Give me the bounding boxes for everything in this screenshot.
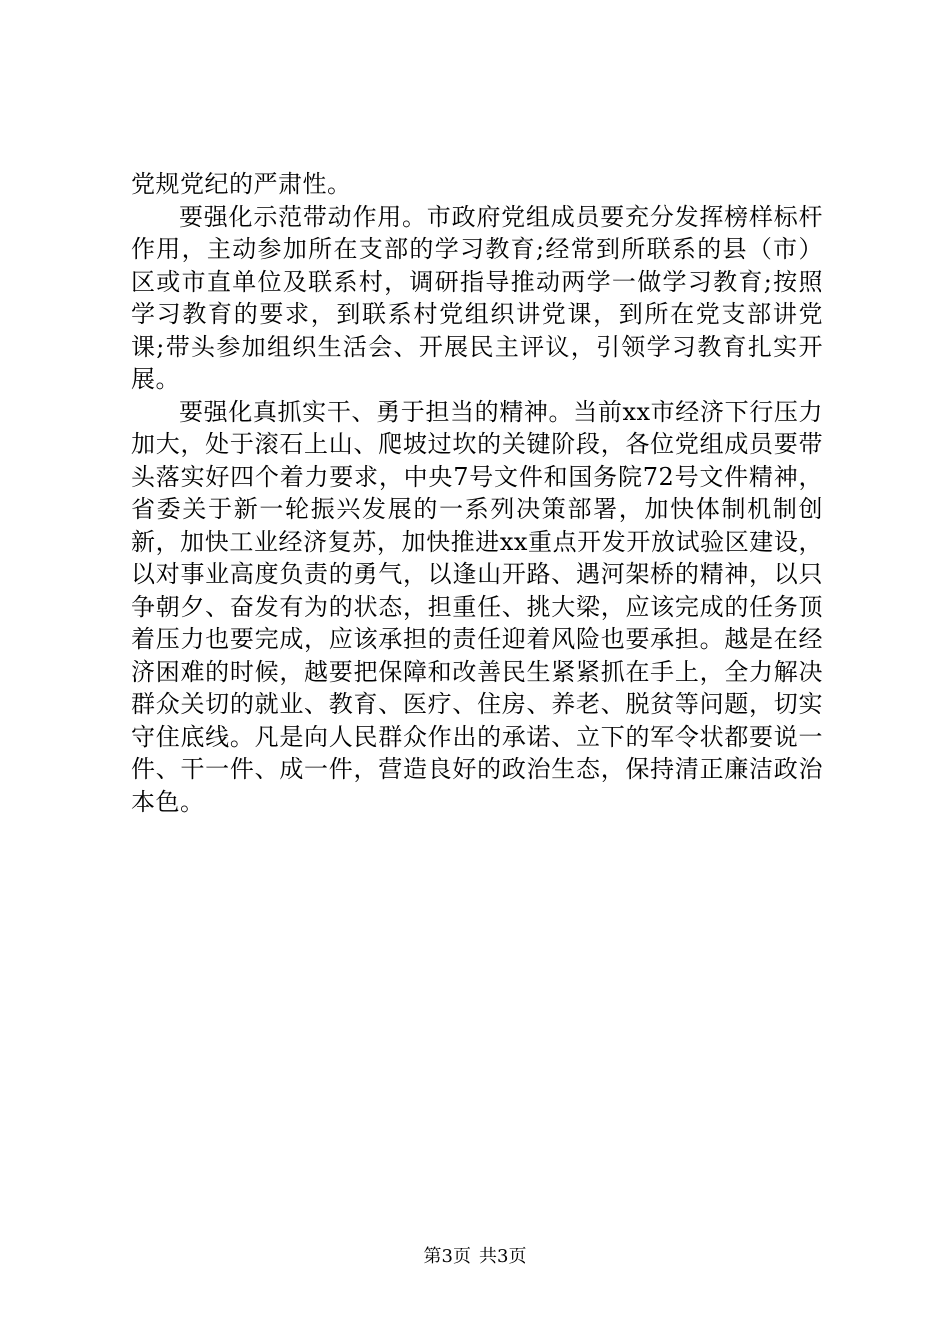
page-number-total: 共3页 xyxy=(479,1246,527,1267)
page-footer xyxy=(0,1246,950,1268)
document-body xyxy=(131,168,823,818)
paragraph-demonstration: 要强化示范带动作用。市政府党组成员要充分发挥榜样标杆作用，主动参加所在支部的学习教育;经常到所联系的县（市）区或市直单位及联系村，调研指导推动两学一做学习教育;按照学习教育的要求，到联系村党组织讲党课，到所在党支部讲党课;带头参加组织生活会、开展民主评议，引领学习教育扎实开展。 xyxy=(131,202,823,393)
page-number-current: 第3页 xyxy=(423,1246,471,1267)
paragraph-continuation: 党规党纪的严肃性。 xyxy=(131,170,352,198)
paragraph-responsibility: 要强化真抓实干、勇于担当的精神。当前xx市经济下行压力加大，处于滚石上山、爬坡过坎的关键阶段，各位党组成员要带头落实好四个着力要求，中央7号文件和国务院72号文件精神，省委关于新一轮振兴发展的一系列决策部署，加快体制机制创新，加快工业经济复苏，加快推进xx重点开发开放试验区建设，以对事业高度负责的勇气，以逢山开路、遇河架桥的精神，以只争朝夕、奋发有为的状态，担重任、挑大梁，应该完成的任务顶着压力也要完成，应该承担的责任迎着风险也要承担。越是在经济困难的时候，越要把保障和改善民生紧紧抓在手上，全力解决群众关切的就业、教育、医疗、住房、养老、脱贫等问题，切实守住底线。凡是向人民群众作出的承诺、立下的军令状都要说一件、干一件、成一件，营造良好的政治生态，保持清正廉洁政治本色。 xyxy=(131,397,823,816)
